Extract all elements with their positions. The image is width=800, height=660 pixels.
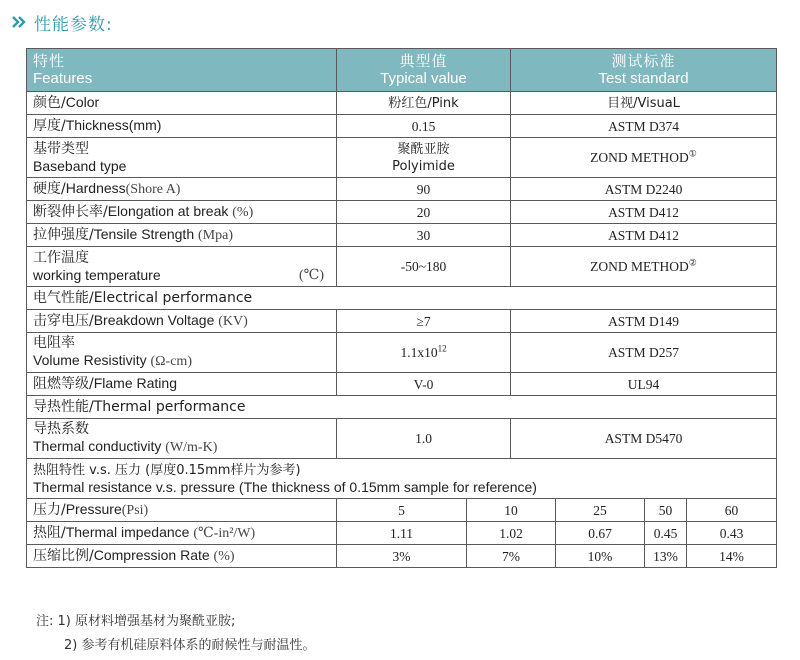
table-row bbox=[27, 201, 777, 224]
performance-table bbox=[26, 48, 777, 568]
header-typical bbox=[337, 49, 511, 92]
value-cell: 0.15 bbox=[337, 115, 511, 138]
value-cell: V-0 bbox=[337, 373, 511, 396]
impedance-value: 1.02 bbox=[467, 522, 556, 545]
value-cell: 1.0 bbox=[337, 419, 511, 459]
header-test-cn: 测试标准 bbox=[611, 52, 676, 70]
pressure-value: 25 bbox=[556, 499, 645, 522]
table-row bbox=[27, 92, 777, 115]
table-header bbox=[27, 49, 777, 92]
feature-cell: 击穿电压/Breakdown Voltage (KV) bbox=[27, 310, 337, 333]
impedance-value: 0.45 bbox=[645, 522, 687, 545]
table-row bbox=[27, 247, 777, 287]
section-heading: 导热性能/Thermal performance bbox=[27, 396, 777, 419]
feature-cell: 厚度/Thickness(mm) bbox=[27, 115, 337, 138]
compression-value: 3% bbox=[337, 545, 467, 568]
table-row bbox=[27, 115, 777, 138]
standard-cell: 目视/VisuaL bbox=[511, 92, 777, 115]
feature-cell: 颜色/Color bbox=[27, 92, 337, 115]
compression-value: 14% bbox=[687, 545, 777, 568]
section-row-thermal bbox=[27, 396, 777, 419]
impedance-value: 0.67 bbox=[556, 522, 645, 545]
table-row bbox=[27, 419, 777, 459]
standard-cell: UL94 bbox=[511, 373, 777, 396]
standard-cell: ASTM D374 bbox=[511, 115, 777, 138]
thermal-resistance-heading-row bbox=[27, 459, 777, 499]
notes bbox=[36, 610, 315, 658]
note-line-2: 2) 参考有机硅原料体系的耐候性与耐温性。 bbox=[64, 638, 316, 653]
header-typical-en: Typical value bbox=[380, 70, 467, 87]
feature-cell: 基带类型 Baseband type bbox=[27, 138, 337, 178]
value-cell: -50~180 bbox=[337, 247, 511, 287]
table-row bbox=[27, 178, 777, 201]
pressure-value: 50 bbox=[645, 499, 687, 522]
table-row bbox=[27, 333, 777, 373]
table-row bbox=[27, 138, 777, 178]
standard-cell: ASTM D412 bbox=[511, 201, 777, 224]
value-cell: 20 bbox=[337, 201, 511, 224]
header-test-en: Test standard bbox=[598, 70, 689, 87]
section-row-electrical bbox=[27, 287, 777, 310]
compression-value: 10% bbox=[556, 545, 645, 568]
header-typical-cn: 典型值 bbox=[399, 52, 448, 70]
impedance-value: 0.43 bbox=[687, 522, 777, 545]
pressure-value: 60 bbox=[687, 499, 777, 522]
table-row-compression bbox=[27, 545, 777, 568]
standard-cell: ZOND METHOD② bbox=[511, 247, 777, 287]
value-cell: $1.1x10^{12}$ bbox=[337, 333, 511, 373]
section-heading: 电气性能/Electrical performance bbox=[27, 287, 777, 310]
feature-cell: 断裂伸长率/Elongation at break (%) bbox=[27, 201, 337, 224]
note-line-1: 注: 1) 原材料增强基材为聚酰亚胺; bbox=[36, 614, 236, 629]
compression-value: 7% bbox=[467, 545, 556, 568]
compression-value: 13% bbox=[645, 545, 687, 568]
feature-cell: 工作温度 working temperature (℃) bbox=[27, 247, 337, 287]
table-row-impedance bbox=[27, 522, 777, 545]
section-title bbox=[12, 10, 113, 34]
standard-cell: ASTM D2240 bbox=[511, 178, 777, 201]
table-row bbox=[27, 310, 777, 333]
feature-cell: 热阻/Thermal impedance (℃-in²/W) bbox=[27, 522, 337, 545]
feature-cell: 阻燃等级/Flame Rating bbox=[27, 373, 337, 396]
feature-cell: 压缩比例/Compression Rate (%) bbox=[27, 545, 337, 568]
pressure-value: 10 bbox=[467, 499, 556, 522]
table-row bbox=[27, 224, 777, 247]
standard-cell: ASTM D5470 bbox=[511, 419, 777, 459]
value-cell: 30 bbox=[337, 224, 511, 247]
header-features-cn: 特性 bbox=[33, 52, 66, 70]
feature-cell: 硬度/Hardness(Shore A) bbox=[27, 178, 337, 201]
feature-cell: 拉伸强度/Tensile Strength (Mpa) bbox=[27, 224, 337, 247]
value-cell: 粉红色/Pink bbox=[337, 92, 511, 115]
double-chevron-right-icon bbox=[12, 15, 26, 29]
standard-cell: ZOND METHOD① bbox=[511, 138, 777, 178]
page-title: 性能参数: bbox=[34, 14, 113, 35]
table-row-pressure bbox=[27, 499, 777, 522]
table-row bbox=[27, 373, 777, 396]
feature-cell: 电阻率 Volume Resistivity (Ω-cm) bbox=[27, 333, 337, 373]
standard-cell: ASTM D149 bbox=[511, 310, 777, 333]
header-features bbox=[27, 49, 337, 92]
header-test bbox=[511, 49, 777, 92]
header-features-en: Features bbox=[33, 70, 93, 87]
impedance-value: 1.11 bbox=[337, 522, 467, 545]
value-cell: 90 bbox=[337, 178, 511, 201]
feature-cell: 压力/Pressure(Psi) bbox=[27, 499, 337, 522]
feature-cell: 导热系数 Thermal conductivity (W/m-K) bbox=[27, 419, 337, 459]
standard-cell: ASTM D412 bbox=[511, 224, 777, 247]
thermal-resistance-heading: 热阻特性 v.s. 压力 (厚度0.15mm样片为参考) Thermal resistance v.s. pressure (The thickness of 0.15mm sample for reference) bbox=[27, 459, 777, 499]
value-cell: 聚酰亚胺 Polyimide bbox=[337, 138, 511, 178]
standard-cell: ASTM D257 bbox=[511, 333, 777, 373]
pressure-value: 5 bbox=[337, 499, 467, 522]
value-cell: ≥7 bbox=[337, 310, 511, 333]
